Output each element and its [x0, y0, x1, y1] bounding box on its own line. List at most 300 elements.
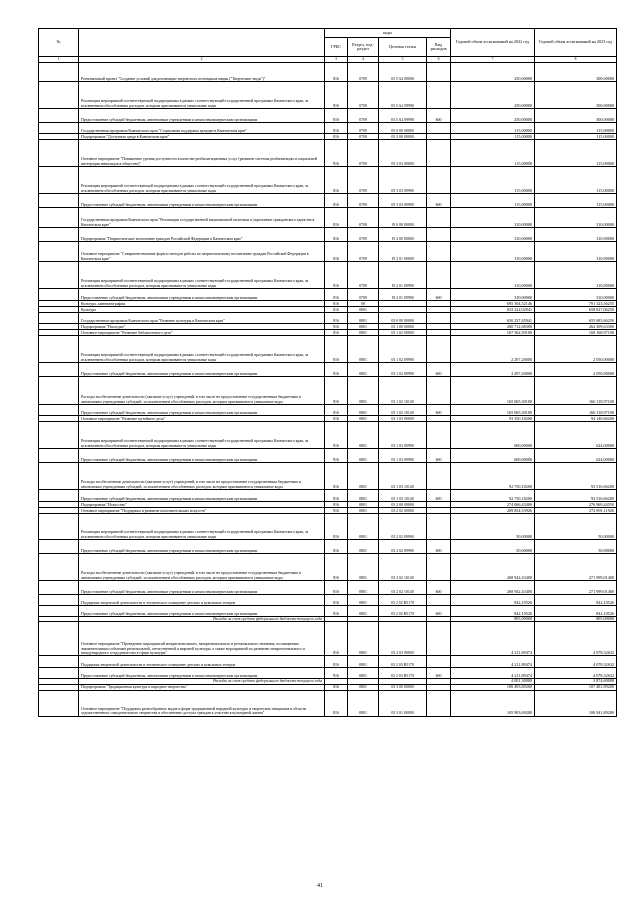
- row-vid-cell: [427, 514, 451, 540]
- colnum: 2: [79, 57, 325, 63]
- row-number-cell: [39, 123, 79, 134]
- row-2022-cell: 165 065,30100: [451, 377, 535, 405]
- row-2023-cell: 842,10526: [535, 606, 617, 617]
- row-vid-cell: [427, 262, 451, 289]
- row-statya-cell: 19 2 00 00000: [379, 228, 427, 242]
- row-2023-cell: 106 941,89200: [535, 690, 617, 716]
- row-name-cell: Подпрограмма "Традиционная культура и народное творчество": [79, 684, 325, 690]
- row-grbs-cell: 816: [325, 508, 348, 514]
- row-2022-cell: 4 211,89474: [451, 622, 535, 656]
- row-vid-cell: [427, 622, 451, 656]
- row-name-cell: Основное мероприятие "Поддержка разнообразных видов и форм традиционной народной культуры и творческих инициатив в области художественного самодеятельного творчества и обеспечение доступа граждан к участию в культурной жизни": [79, 690, 325, 716]
- row-statya-cell: 03 1 02 10140: [379, 377, 427, 405]
- table-row: [39, 123, 617, 134]
- row-grbs-cell: 816: [325, 463, 348, 490]
- colnum: 3: [325, 57, 348, 63]
- row-grbs-cell: 816: [325, 514, 348, 540]
- row-number-cell: [39, 140, 79, 167]
- row-name-cell: Предоставление субсидий бюджетным, автономным учреждениям и иным некоммерческим организациям: [79, 490, 325, 502]
- row-2022-cell: 695 304,52146: [451, 301, 535, 307]
- row-name-cell: Поддержка творческой деятельности и техническое оснащение детских и кукольных театров: [79, 656, 325, 668]
- row-name-cell: Предоставление субсидий бюджетным, автономным учреждениям и иным некоммерческим организациям: [79, 289, 325, 301]
- row-name-cell: Основное мероприятие "Проведение мероприятий межрегионального, межрегионального и регионального значения, посвященных знаменательным событиям региональной, отечественной и мировой культуры, а также мероприятий по развитию межрегионального и международного сотрудничества в сфере культуры": [79, 622, 325, 656]
- row-2022-cell: 600,00000: [451, 449, 535, 463]
- row-number-cell: [39, 336, 79, 363]
- row-razdel-cell: 0709: [348, 82, 379, 109]
- row-statya-cell: 03 3 01 00000: [379, 690, 427, 716]
- col-number: №: [39, 29, 79, 57]
- row-razdel-cell: 0801: [348, 416, 379, 422]
- row-2022-cell: 269 854,53926: [451, 508, 535, 514]
- row-statya-cell: 03 2 02 00000: [379, 508, 427, 514]
- row-2022-cell: 310,00000: [451, 228, 535, 242]
- row-razdel-cell: 0709: [348, 134, 379, 140]
- row-vid-cell: [427, 656, 451, 668]
- row-2022-cell: 600,00000: [451, 422, 535, 449]
- table-row: [39, 140, 617, 167]
- row-statya-cell: 19 2 01 09990: [379, 289, 427, 301]
- row-name-cell: Подпрограмма "Патриотическое воспитание граждан Российской Федерации в Камчатском крае": [79, 228, 325, 242]
- table-row: [39, 463, 617, 490]
- row-name-cell: Подпрограмма "Доступная среда в Камчатском крае": [79, 134, 325, 140]
- row-2022-cell: 805,00000: [451, 617, 535, 622]
- row-number-cell: [39, 514, 79, 540]
- row-2022-cell: 2 297,20000: [451, 336, 535, 363]
- row-vid-cell: [427, 422, 451, 449]
- row-razdel-cell: 0709: [348, 289, 379, 301]
- row-2023-cell: 2 050,00000: [535, 336, 617, 363]
- row-statya-cell: 19 2 01 09990: [379, 262, 427, 289]
- row-statya-cell: 19 0 00 00000: [379, 208, 427, 228]
- row-2022-cell: 106 493,69200: [451, 684, 535, 690]
- row-statya-cell: 03 1 03 10140: [379, 490, 427, 502]
- row-vid-cell: [427, 242, 451, 262]
- row-2022-cell: 842,10526: [451, 606, 535, 617]
- row-2023-cell: 300,00000: [535, 63, 617, 82]
- col-2022: Годовой объем ассигнований на 2022 год: [451, 29, 535, 57]
- row-grbs-cell: 816: [325, 167, 348, 194]
- row-vid-cell: [427, 595, 451, 606]
- row-statya-cell: 03 2 02 R5170: [379, 606, 427, 617]
- row-name-cell: Предоставление субсидий бюджетным, автономным учреждениям и иным некоммерческим организациям: [79, 581, 325, 595]
- row-2022-cell: 650 237,45941: [451, 313, 535, 324]
- table-row: [39, 581, 617, 595]
- row-name-cell: Основное мероприятие "Совершенствование форм и методов работы по патриотическому воспитанию граждан Российской Федерации в Камчатском крае": [79, 242, 325, 262]
- row-razdel-cell: 0801: [348, 502, 379, 508]
- row-2022-cell: 250,00000: [451, 63, 535, 82]
- row-grbs-cell: 816: [325, 656, 348, 668]
- row-2023-cell: 50,00000: [535, 540, 617, 554]
- row-name-cell: Предоставление субсидий бюджетным, автономным учреждениям и иным некоммерческим организациям: [79, 668, 325, 679]
- row-statya-cell: 03 2 00 00000: [379, 502, 427, 508]
- row-2023-cell: 271 999,01400: [535, 581, 617, 595]
- row-grbs-cell: 816: [325, 242, 348, 262]
- row-statya-cell: 03 1 02 09990: [379, 363, 427, 377]
- row-grbs-cell: 816: [325, 684, 348, 690]
- table-row: [39, 82, 617, 109]
- row-razdel-cell: 0801: [348, 405, 379, 416]
- row-vid-cell: 600: [427, 109, 451, 123]
- row-name-cell: Предоставление субсидий бюджетным, автономным учреждениям и иным некоммерческим организациям: [79, 606, 325, 617]
- row-statya-cell: 05 3 03 00000: [379, 140, 427, 167]
- row-razdel-cell: 0801: [348, 668, 379, 679]
- row-vid-cell: 600: [427, 540, 451, 554]
- table-row: [39, 690, 617, 716]
- row-2023-cell: 115,00000: [535, 123, 617, 134]
- table-row: [39, 194, 617, 208]
- row-statya-cell: 03 3 00 00000: [379, 684, 427, 690]
- row-2022-cell: 93 350,18200: [451, 416, 535, 422]
- row-2023-cell: 842,10526: [535, 595, 617, 606]
- row-2023-cell: 310,00000: [535, 242, 617, 262]
- row-number-cell: [39, 490, 79, 502]
- row-number-cell: [39, 82, 79, 109]
- row-razdel-cell: 0801: [348, 449, 379, 463]
- row-vid-cell: [427, 690, 451, 716]
- row-vid-cell: 600: [427, 449, 451, 463]
- row-grbs-cell: 816: [325, 324, 348, 330]
- row-razdel-cell: 0801: [348, 313, 379, 324]
- col-grbs: ГРБС: [325, 38, 348, 57]
- row-2023-cell: 655 683,66250: [535, 313, 617, 324]
- row-name-cell: Предоставление субсидий бюджетным, автономным учреждениям и иным некоммерческим организациям: [79, 540, 325, 554]
- row-2023-cell: 624,00000: [535, 422, 617, 449]
- row-grbs-cell: 816: [325, 581, 348, 595]
- row-statya-cell: 03 2 02 10140: [379, 581, 427, 595]
- row-number-cell: [39, 422, 79, 449]
- row-2023-cell: 168 168,97100: [535, 330, 617, 336]
- row-grbs-cell: 816: [325, 377, 348, 405]
- row-vid-cell: [427, 63, 451, 82]
- row-statya-cell: 05 3 03 09990: [379, 167, 427, 194]
- row-name-cell: Культура, кинематография: [79, 301, 325, 307]
- row-2023-cell: 115,00000: [535, 167, 617, 194]
- row-razdel-cell: 0801: [348, 606, 379, 617]
- row-grbs-cell: 816: [325, 449, 348, 463]
- table-row: [39, 595, 617, 606]
- row-razdel-cell: 0801: [348, 656, 379, 668]
- row-2022-cell: 4 211,89474: [451, 668, 535, 679]
- row-statya-cell: 03 2 03 R5170: [379, 656, 427, 668]
- row-number-cell: [39, 668, 79, 679]
- row-name-cell: Реализация мероприятий соответствующей подпрограммы в рамках соответствующей государственной программы Камчатского края, за исключением обособленных расходов, которым присваиваются уникальные коды: [79, 82, 325, 109]
- row-statya-cell: 05 3 00 00000: [379, 134, 427, 140]
- row-statya-cell: 03 5 A2 00000: [379, 63, 427, 82]
- table-row: [39, 540, 617, 554]
- row-grbs-cell: 816: [325, 330, 348, 336]
- table-row: [39, 377, 617, 405]
- row-2023-cell: 93 516,66200: [535, 490, 617, 502]
- row-vid-cell: [427, 208, 451, 228]
- row-statya-cell: 19 2 01 00000: [379, 242, 427, 262]
- row-vid-cell: [427, 140, 451, 167]
- row-2023-cell: 310,00000: [535, 228, 617, 242]
- row-2022-cell: 115,00000: [451, 167, 535, 194]
- row-2023-cell: 2 050,00000: [535, 363, 617, 377]
- row-name-cell: Государственная программа Камчатского края "Развитие культуры в Камчатском крае": [79, 313, 325, 324]
- row-2022-cell: 50,00000: [451, 540, 535, 554]
- colnum: 6: [427, 57, 451, 63]
- row-statya-cell: 03 1 03 10140: [379, 463, 427, 490]
- row-grbs-cell: 816: [325, 595, 348, 606]
- row-statya-cell: 03 2 03 00000: [379, 622, 427, 656]
- row-statya-cell: 03 1 02 10140: [379, 405, 427, 416]
- row-razdel-cell: 0801: [348, 336, 379, 363]
- row-grbs-cell: 816: [325, 63, 348, 82]
- row-grbs-cell: 816: [325, 606, 348, 617]
- row-number-cell: [39, 63, 79, 82]
- row-razdel-cell: 0801: [348, 363, 379, 377]
- table-row: [39, 208, 617, 228]
- row-vid-cell: [427, 82, 451, 109]
- row-name-cell: Государственная программа Камчатского края "Реализация государственной национальной политики и укрепление гражданского единства в Камчатском крае": [79, 208, 325, 228]
- table-row: [39, 449, 617, 463]
- table-row: [39, 422, 617, 449]
- row-name-cell: Государственная программа Камчатского края "Социальная поддержка граждан в Камчатском крае": [79, 123, 325, 134]
- row-razdel-cell: 0801: [348, 324, 379, 330]
- row-name-cell: Реализация мероприятий соответствующей подпрограммы в рамках соответствующей государственной программы Камчатского края, за исключением обособленных расходов, которым присваиваются уникальные коды: [79, 514, 325, 540]
- table-row: [39, 490, 617, 502]
- row-2022-cell: 268 942,43400: [451, 581, 535, 595]
- row-2023-cell: 310,00000: [535, 208, 617, 228]
- row-2023-cell: 3 874,60000: [535, 679, 617, 684]
- row-statya-cell: 03 1 02 00000: [379, 330, 427, 336]
- row-2022-cell: 310,00000: [451, 242, 535, 262]
- row-grbs-cell: 816: [325, 208, 348, 228]
- row-statya-cell: 03 2 02 10140: [379, 554, 427, 581]
- row-vid-cell: 600: [427, 289, 451, 301]
- row-2023-cell: 701 323,56255: [535, 301, 617, 307]
- row-statya-cell: 03 5 A2 09990: [379, 82, 427, 109]
- row-2022-cell: 250,00000: [451, 109, 535, 123]
- row-grbs-cell: 816: [325, 490, 348, 502]
- row-number-cell: [39, 622, 79, 656]
- row-razdel-cell: 0801: [348, 330, 379, 336]
- page-number: 41: [317, 883, 323, 889]
- row-number-cell: [39, 242, 79, 262]
- row-2023-cell: 262 309,63300: [535, 324, 617, 330]
- row-name-cell: Реализация мероприятий соответствующей подпрограммы в рамках соответствующей государственной программы Камчатского края, за исключением обособленных расходов, которым присваиваются уникальные коды: [79, 422, 325, 449]
- row-number-cell: [39, 405, 79, 416]
- row-2022-cell: 115,00000: [451, 123, 535, 134]
- row-statya-cell: 03 1 03 00000: [379, 416, 427, 422]
- row-number-cell: [39, 656, 79, 668]
- row-grbs-cell: 816: [325, 554, 348, 581]
- table-body: [39, 63, 617, 717]
- row-2022-cell: 310,00000: [451, 289, 535, 301]
- row-razdel-cell: 0709: [348, 167, 379, 194]
- row-name-cell: Расходы на обеспечение деятельности (оказание услуг) учреждений, в том числе на предоставление государственным бюджетным и автономным учреждениям субсидий, за исключением обособленных расходов, которым присваиваются уникальные коды: [79, 377, 325, 405]
- row-razdel-cell: 0709: [348, 123, 379, 134]
- row-grbs-cell: 816: [325, 422, 348, 449]
- row-number-cell: [39, 228, 79, 242]
- table-row: [39, 514, 617, 540]
- row-2023-cell: 93 516,66200: [535, 463, 617, 490]
- table-row: [39, 262, 617, 289]
- row-2022-cell: 274 066,43400: [451, 502, 535, 508]
- row-grbs-cell: 816: [325, 123, 348, 134]
- row-grbs-cell: 816: [325, 690, 348, 716]
- table-row: [39, 289, 617, 301]
- row-name-cell: Расходы на обеспечение деятельности (оказание услуг) учреждений, в том числе на предоставление государственным бюджетным и автономным учреждениям субсидий, за исключением обособленных расходов, которым присваиваются уникальные коды: [79, 554, 325, 581]
- table-row: [39, 656, 617, 668]
- row-statya-cell: 03 2 02 R5170: [379, 595, 427, 606]
- row-2022-cell: 105 903,69200: [451, 690, 535, 716]
- row-razdel-cell: 0709: [348, 194, 379, 208]
- row-razdel-cell: 0801: [348, 307, 379, 313]
- row-name-cell: Подпрограмма "Искусство": [79, 502, 325, 508]
- row-2023-cell: 4 078,32632: [535, 668, 617, 679]
- table-row: [39, 167, 617, 194]
- row-name-cell: Основное мероприятие "Повышение уровня доступности в качестве реабилитационных услуг (развитие системы реабилитации и социальной интеграции инвалидов в обществе)": [79, 140, 325, 167]
- row-statya-cell: 05 0 00 00000: [379, 123, 427, 134]
- row-number-cell: [39, 208, 79, 228]
- row-2023-cell: 94 140,66200: [535, 416, 617, 422]
- row-statya-cell: 03 5 A2 09990: [379, 109, 427, 123]
- table-row: [39, 363, 617, 377]
- row-2022-cell: 653 222,02941: [451, 307, 535, 313]
- row-number-cell: [39, 109, 79, 123]
- row-statya-cell: 03 1 03 09990: [379, 422, 427, 449]
- row-number-cell: [39, 540, 79, 554]
- col-2023: Годовой объем ассигнований на 2023 год: [535, 29, 617, 57]
- row-2022-cell: 4 001,30000: [451, 679, 535, 684]
- row-number-cell: [39, 449, 79, 463]
- row-razdel-cell: 0709: [348, 63, 379, 82]
- row-number-cell: [39, 554, 79, 581]
- row-vid-cell: [427, 377, 451, 405]
- row-razdel-cell: 0801: [348, 377, 379, 405]
- row-number-cell: [39, 690, 79, 716]
- row-vid-cell: [427, 123, 451, 134]
- row-2023-cell: 624,00000: [535, 449, 617, 463]
- row-number-cell: [39, 167, 79, 194]
- row-2023-cell: 115,00000: [535, 140, 617, 167]
- row-2023-cell: 4 078,32632: [535, 656, 617, 668]
- row-grbs-cell: 816: [325, 622, 348, 656]
- col-name: [79, 29, 325, 57]
- row-name-cell: Предоставление субсидий бюджетным, автономным учреждениям и иным некоммерческим организациям: [79, 405, 325, 416]
- table-row: [39, 606, 617, 617]
- budget-table: [38, 28, 617, 717]
- table-row: [39, 228, 617, 242]
- row-razdel-cell: 0801: [348, 690, 379, 716]
- row-2022-cell: 260 712,68300: [451, 324, 535, 330]
- row-razdel-cell: 0709: [348, 109, 379, 123]
- row-statya-cell: 03 0 00 00000: [379, 313, 427, 324]
- row-2023-cell: 107 481,89200: [535, 684, 617, 690]
- row-statya-cell: 03 1 00 00000: [379, 324, 427, 330]
- row-vid-cell: 600: [427, 581, 451, 595]
- row-statya-cell: 03 2 03 R5170: [379, 668, 427, 679]
- table-row: [39, 63, 617, 82]
- row-vid-cell: [427, 313, 451, 324]
- row-grbs-cell: 816: [325, 109, 348, 123]
- row-grbs-cell: 816: [325, 301, 348, 307]
- row-razdel-cell: 08: [348, 301, 379, 307]
- table-row: [39, 109, 617, 123]
- row-2023-cell: 310,00000: [535, 289, 617, 301]
- row-vid-cell: 600: [427, 606, 451, 617]
- row-grbs-cell: 816: [325, 134, 348, 140]
- row-2022-cell: 165 065,30100: [451, 405, 535, 416]
- table-row: [39, 668, 617, 679]
- row-number-cell: [39, 289, 79, 301]
- row-vid-cell: 600: [427, 405, 451, 416]
- table-row: [39, 554, 617, 581]
- row-number-cell: [39, 363, 79, 377]
- colnum: 1: [39, 57, 79, 63]
- row-razdel-cell: 0801: [348, 622, 379, 656]
- row-name-cell: Расходы на обеспечение деятельности (оказание услуг) учреждений, в том числе на предоставление государственным бюджетным и автономным учреждениям субсидий, за исключением обособленных расходов, которым присваиваются уникальные коды: [79, 463, 325, 490]
- row-grbs-cell: 816: [325, 194, 348, 208]
- row-number-cell: [39, 313, 79, 324]
- row-2023-cell: 310,00000: [535, 262, 617, 289]
- row-razdel-cell: 0801: [348, 514, 379, 540]
- row-grbs-cell: 816: [325, 140, 348, 167]
- col-statya: Целевая статья: [379, 38, 427, 57]
- table-row: [39, 336, 617, 363]
- row-name-cell: Поддержка творческой деятельности и техническое оснащение детских и кукольных театров: [79, 595, 325, 606]
- colnum: 8: [535, 57, 617, 63]
- row-2022-cell: 310,00000: [451, 262, 535, 289]
- colnum: 4: [348, 57, 379, 63]
- row-2023-cell: 50,00000: [535, 514, 617, 540]
- row-2022-cell: 115,00000: [451, 194, 535, 208]
- row-vid-cell: 600: [427, 490, 451, 502]
- row-razdel-cell: 0801: [348, 581, 379, 595]
- row-grbs-cell: 816: [325, 540, 348, 554]
- row-name-cell: Реализация мероприятий соответствующей подпрограммы в рамках соответствующей государственной программы Камчатского края, за исключением обособленных расходов, которым присваиваются уникальные коды: [79, 262, 325, 289]
- row-vid-cell: [427, 167, 451, 194]
- table-row: [39, 405, 617, 416]
- row-grbs-cell: 816: [325, 228, 348, 242]
- row-razdel-cell: 0801: [348, 540, 379, 554]
- row-razdel-cell: 0801: [348, 595, 379, 606]
- row-number-cell: [39, 262, 79, 289]
- col-vid: Вид расходов: [427, 38, 451, 57]
- row-2023-cell: 300,00000: [535, 109, 617, 123]
- row-grbs-cell: 816: [325, 363, 348, 377]
- row-grbs-cell: 816: [325, 307, 348, 313]
- row-razdel-cell: 0801: [348, 554, 379, 581]
- row-statya-cell: 03 2 02 09990: [379, 514, 427, 540]
- row-name-cell: Реализация мероприятий соответствующей подпрограммы в рамках соответствующей государственной программы Камчатского края, за исключением обособленных расходов, которым присваиваются уникальные коды: [79, 336, 325, 363]
- row-razdel-cell: 0801: [348, 463, 379, 490]
- row-grbs-cell: 816: [325, 262, 348, 289]
- row-2022-cell: 4 211,89474: [451, 656, 535, 668]
- row-number-cell: [39, 595, 79, 606]
- row-2023-cell: 166 118,97100: [535, 405, 617, 416]
- table-row: [39, 242, 617, 262]
- row-statya-cell: 05 3 03 09990: [379, 194, 427, 208]
- row-2023-cell: 300,00000: [535, 82, 617, 109]
- row-name-cell: Основное мероприятие "Поддержка и развитие исполнительских искусств": [79, 508, 325, 514]
- row-razdel-cell: 0709: [348, 262, 379, 289]
- row-grbs-cell: 816: [325, 405, 348, 416]
- row-number-cell: [39, 606, 79, 617]
- row-2022-cell: 268 942,43400: [451, 554, 535, 581]
- colnum: 5: [379, 57, 427, 63]
- row-2023-cell: 272 891,11926: [535, 508, 617, 514]
- row-statya-cell: 03 1 03 09990: [379, 449, 427, 463]
- row-statya-cell: 03 1 02 09990: [379, 336, 427, 363]
- row-vid-cell: 600: [427, 363, 451, 377]
- row-razdel-cell: 0709: [348, 208, 379, 228]
- row-name-cell: Культура: [79, 307, 325, 313]
- row-number-cell: [39, 581, 79, 595]
- row-2022-cell: 92 750,18200: [451, 490, 535, 502]
